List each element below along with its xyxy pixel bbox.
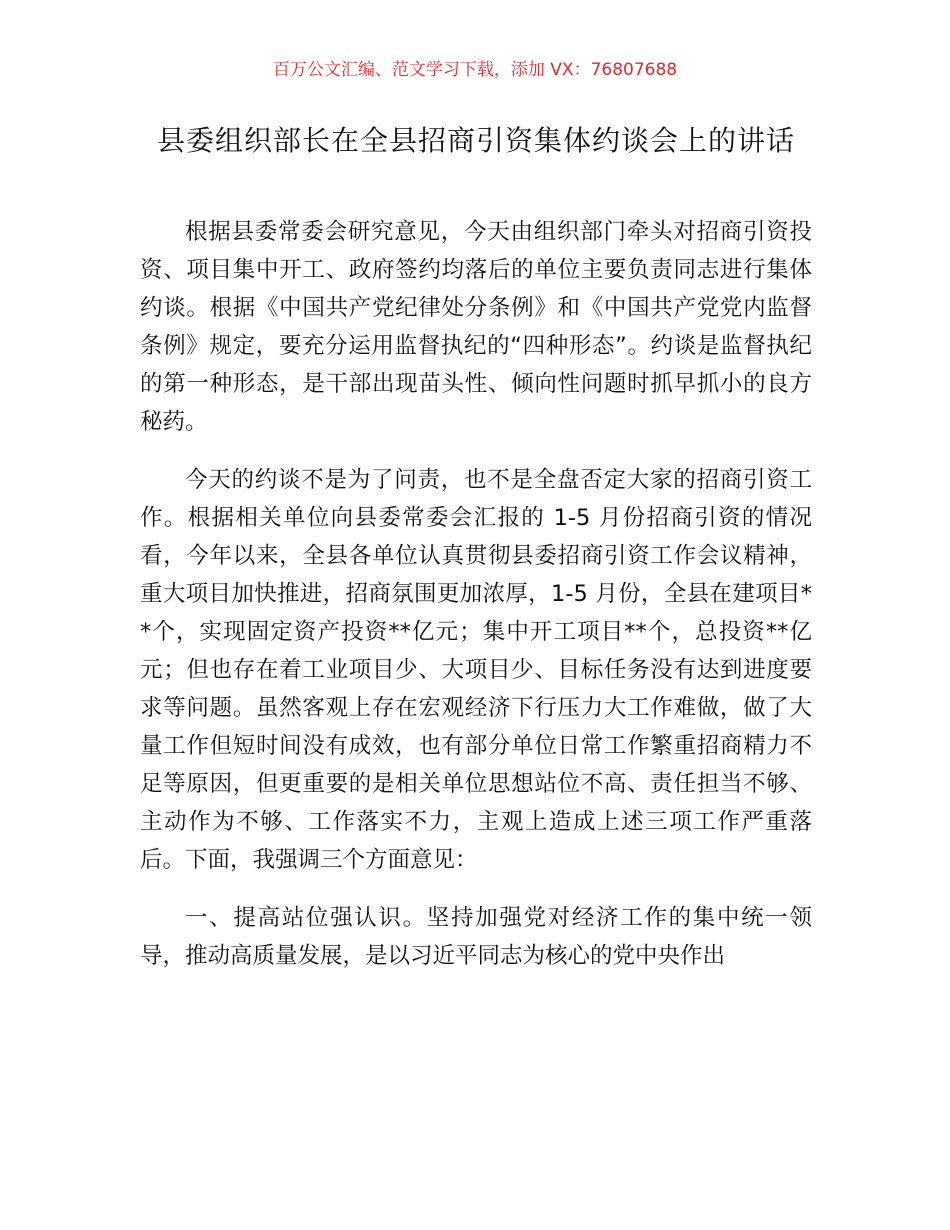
document-body — [140, 213, 812, 995]
header-banner: 百万公文汇编、范文学习下载，添加 VX：76807688 — [272, 60, 678, 80]
document-title: 县委组织部长在全县招商引资集体约谈会上的讲话 — [156, 124, 795, 157]
paragraph: 今天的约谈不是为了问责，也不是全盘否定大家的招商引资工作。根据相关单位向县委常委会汇报的 1-5 月份招商引资的情况看，今年以来，全县各单位认真贯彻县委招商引资工作会议精神，重大项目加快推进，招商氛围更加浓厚，1-5 月份，全县在建项目**个，实现固定资产投资**亿元；集中开工项目**个，总投资**亿元；但也存在着工业项目少、大项目少、目标任务没有达到进度要求等问题。虽然客观上存在宏观经济下行压力大工作难做，做了大量工作但短时间没有成效，也有部分单位日常工作繁重招商精力不足等原因，但更重要的是相关单位思想站位不高、责任担当不够、主动作为不够、工作落实不力，主观上造成上述三项工作严重落后。下面，我强调三个方面意见： — [140, 467, 812, 873]
paragraph: 根据县委常委会研究意见，今天由组织部门牵头对招商引资投资、项目集中开工、政府签约均落后的单位主要负责同志进行集体约谈。根据《中国共产党纪律处分条例》和《中国共产党党内监督条例》规定，要充分运用监督执纪的“四种形态”。约谈是监督执纪的第一种形态，是干部出现苗头性、倾向性问题时抓早抓小的良方秘药。 — [140, 219, 812, 435]
paragraph: 一、提高站位强认识。坚持加强党对经济工作的集中统一领导，推动高质量发展，是以习近平同志为核心的党中央作出 — [140, 905, 812, 969]
